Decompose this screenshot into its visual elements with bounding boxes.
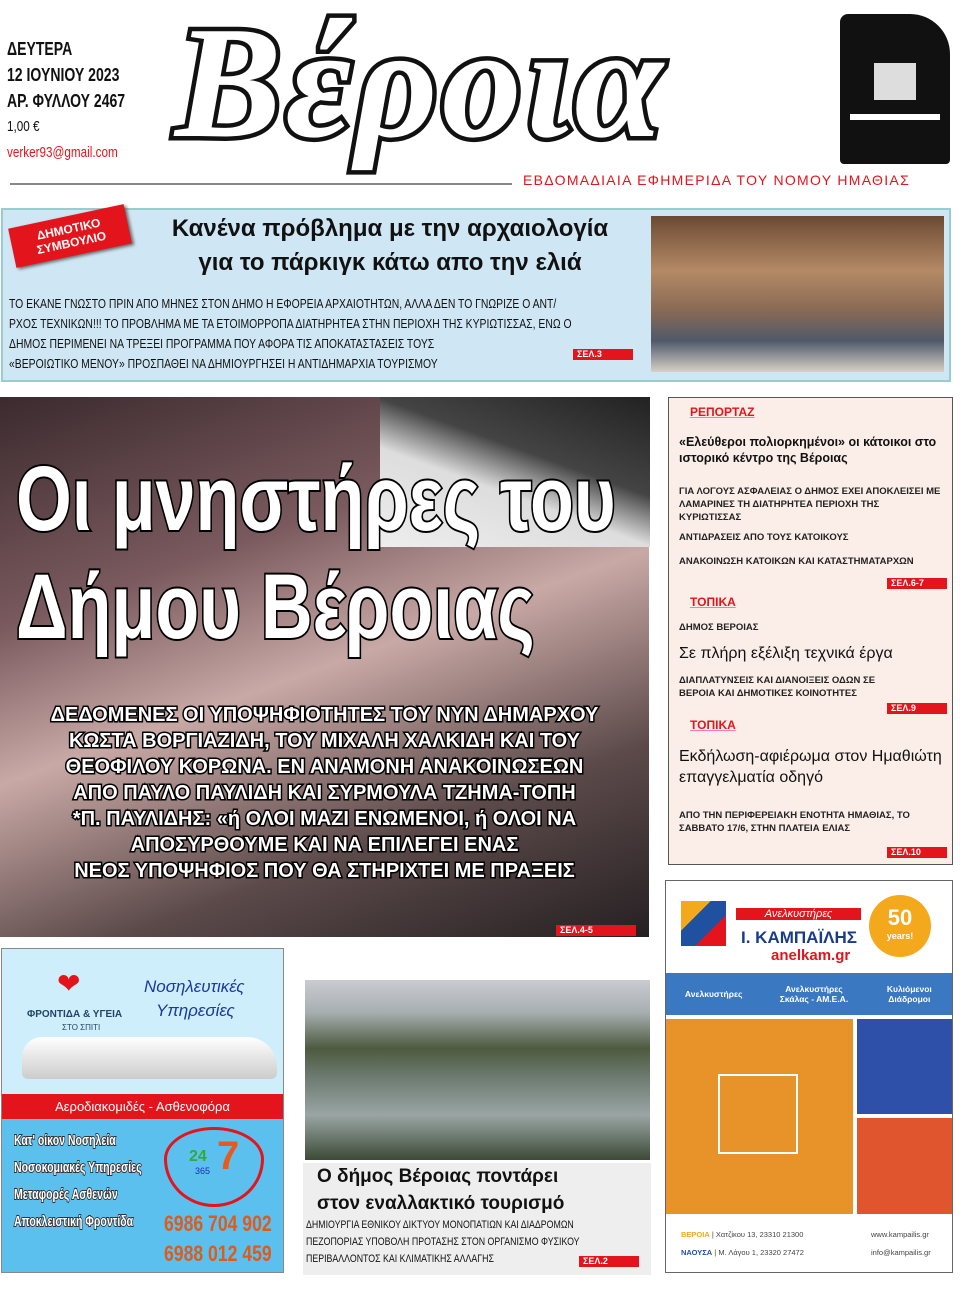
house-balcony bbox=[850, 114, 940, 120]
ad-brand: Ι. ΚΑΜΠΑΪΛΗΣ bbox=[741, 928, 857, 947]
ad-categories: Ανελκυστήρες Ανελκυστήρες Σκάλας - ΑΜ.Ε.Α. Κυλιόμενοι Διάδρομοι bbox=[666, 973, 952, 1015]
section-label: ΤΟΠΙΚΑ bbox=[690, 718, 736, 732]
ad-site[interactable]: anelkam.gr bbox=[771, 947, 851, 964]
page-ref[interactable]: ΣΕΛ.9 bbox=[887, 703, 947, 714]
body-line: ΑΠΟΣΥΡΘΟΥΜΕ ΚΑΙ ΝΑ ΕΠΙΛΕΓΕΙ ΕΝΑΣ bbox=[130, 834, 519, 856]
ad-kicker: Ανελκυστήρες bbox=[736, 908, 861, 920]
summary-line: ΑΝΤΙΔΡΑΣΕΙΣ ΑΠΟ ΤΟΥΣ ΚΑΤΟΙΚΟΥΣ bbox=[679, 532, 849, 543]
cubes-logo-icon bbox=[681, 901, 726, 946]
summary-line: ΑΠΟ ΤΗΝ ΠΕΡΙΦΕΡΕΙΑΚΗ ΕΝΟΤΗΤΑ ΗΜΑΘΙΑΣ, ΤΟ ΣΑΒΒΑΤΟ 17/6, ΣΤΗΝ ΠΛΑΤΕΙΑ ΕΛΙΑΣ bbox=[679, 810, 910, 834]
council-photo bbox=[651, 216, 944, 372]
sidebar-news bbox=[668, 397, 953, 865]
issue-price: 1,00 € bbox=[7, 118, 40, 135]
50-years-badge: 50 years! bbox=[869, 895, 931, 957]
body-line: ΘΕΟΦΙΛΟΥ ΚΟΡΩΝΑ. ΕΝ ΑΝΑΜΟΝΗ ΑΝΑΚΟΙΝΩΣΕΩΝ bbox=[65, 756, 584, 778]
ambulance-image bbox=[22, 1037, 277, 1079]
page-ref[interactable]: ΣΕΛ.3 bbox=[573, 349, 633, 360]
summary-line: ΑΝΑΚΟΙΝΩΣΗ ΚΑΤΟΙΚΩΝ ΚΑΙ ΚΑΤΑΣΤΗΜΑΤΑΡΧΩΝ bbox=[679, 556, 914, 567]
body-line: *Π. ΠΑΥΛΙΔΗΣ: «ή ΟΛΟΙ ΜΑΖΙ ΕΝΩΜΕΝΟΙ, ή ΟΛΟΙ ΝΑ bbox=[72, 808, 577, 830]
top-story-title[interactable] bbox=[135, 212, 645, 280]
title-line: Κανένα πρόβλημα με την αρχαιολογία bbox=[171, 215, 609, 242]
headline: Ο δήμος Βέροιας ποντάρει στον εναλλακτικό τουρισμό bbox=[317, 1166, 565, 1214]
heart-24-7-icon: 24 365 7 bbox=[164, 1127, 264, 1207]
ad-top-panel bbox=[2, 949, 283, 1114]
summary-line: ΔΙΑΠΛΑΤΥΝΣΕΙΣ ΚΑΙ ΔΙΑΝΟΙΞΕΙΣ ΟΔΩΝ ΣΕ ΒΕΡΟΙΑ ΚΑΙ ΔΗΜΟΤΙΚΕΣ ΚΟΙΝΟΤΗΤΕΣ bbox=[679, 675, 876, 699]
section-badge: ΔΗΜΟΤΙΚΟ ΣΥΜΒΟΥΛΙΟ bbox=[8, 204, 132, 268]
body-line: ΚΩΣΤΑ ΒΟΡΓΙΑΖΙΔΗ, ΤΟΥ ΜΙΧΑΛΗ ΧΑΛΚΙΔΗ ΚΑΙ ΤΟΥ bbox=[68, 730, 581, 752]
body-line: ΔΕΔΟΜΕΝΕΣ ΟΙ ΥΠΟΨΗΦΙΟΤΗΤΕΣ ΤΟΥ ΝΥΝ ΔΗΜΑΡΧΟΥ bbox=[50, 704, 599, 726]
header-rule bbox=[10, 183, 512, 185]
page-ref[interactable]: ΣΕΛ.10 bbox=[887, 847, 947, 858]
title-line: για το πάρκιγκ κάτω απο την ελιά bbox=[198, 249, 582, 276]
issue-date: 12 ΙΟΥΝΙΟΥ 2023 bbox=[7, 65, 120, 85]
ad-title: Νοσηλευτικές Υπηρεσίες bbox=[144, 977, 245, 1020]
section-label: ΡΕΠΟΡΤΑΖ bbox=[690, 405, 755, 419]
tourism-body: ΔΗΜΙΟΥΡΓΙΑ ΕΘΝΙΚΟΥ ΔΙΚΤΥΟΥ ΜΟΝΟΠΑΤΙΩΝ ΚΑΙ ΔΙΑΔΡΟΜΩΝ ΠΕΖΟΠΟΡΙΑΣ ΥΠΟΒΟΛΗ ΠΡΟΤΑΣΗΣ ΣΤΟΝ ΟΡΓΑΝΙΣΜΟ ΦΥΣΙΚΟΥ ΠΕΡΙΒΑΛΛΟΝΤΟΣ ΚΑΙ ΚΛΙΜΑΤΙΚΗΣ ΑΛΛΑΓΗΣ bbox=[306, 1219, 580, 1265]
title-line: Δήμου Βέροιας bbox=[16, 556, 535, 658]
elevator-icon bbox=[666, 1019, 853, 1214]
ad-addresses: ΒΕΡΟΙΑ | Χατζίκου 13, 23310 21300 ΝΑΟΥΣΑ | Μ. Λάγου 1, 23320 27472 bbox=[681, 1230, 804, 1257]
section-label: ΤΟΠΙΚΑ bbox=[690, 595, 736, 609]
ad-contacts bbox=[871, 1226, 931, 1262]
ad-brand: ΦΡΟΝΤΙΔΑ & ΥΓΕΙΑ bbox=[27, 1009, 123, 1020]
headline[interactable]: Εκδήλωση-αφιέρωμα στον Ημαθιώτη επαγγελματία οδηγό bbox=[679, 748, 942, 786]
lake-photo bbox=[305, 980, 650, 1160]
body-line: «ΒΕΡΟΙΩΤΙΚΟ ΜΕΝΟΥ» ΠΡΟΣΠΑΘΕΙ ΝΑ ΔΗΜΙΟΥΡΓΗΣΕΙ Η ΑΝΤΙΔΗΜΑΡΧΙΑ ΤΟΥΡΙΣΜΟΥ bbox=[9, 356, 438, 371]
house-window bbox=[870, 59, 920, 104]
email-link[interactable]: info@kampailis.gr bbox=[871, 1248, 931, 1257]
body-line: ΔΗΜΟΣ ΠΕΡΙΜΕΝΕΙ ΝΑ ΤΡΕΞΕΙ ΠΡΟΓΡΑΜΜΑ ΠΟΥ ΑΦΟΡΑ ΤΙΣ ΑΠΟΚΑΤΑΣΤΑΣΕΙΣ ΤΟΥΣ bbox=[9, 336, 435, 351]
ad-services: Κατ' οίκον Νοσηλεία Νοσοκομιακές Υπηρεσίες Μεταφορές Ασθενών Αποκλειστική Φροντίδα bbox=[14, 1132, 142, 1230]
body-line: ΑΠΟ ΠΑΥΛΟ ΠΑΥΛΙΔΗ ΚΑΙ ΣΥΡΜΟΥΛΑ ΤΖΗΜΑ-ΤΟΠΗ bbox=[73, 782, 576, 804]
issue-info bbox=[7, 36, 158, 166]
ad-banner: Αεροδιακομιδές - Ασθενοφόρα bbox=[2, 1094, 283, 1119]
headline[interactable]: «Ελεύθεροι πολιορκημένοι» οι κάτοικοι στο ιστορικό κέντρο της Βέροιας bbox=[679, 435, 937, 465]
page-ref[interactable]: ΣΕΛ.2 bbox=[579, 1256, 639, 1267]
stairlift-icon bbox=[857, 1118, 952, 1214]
title-line: Οι μνηστήρες του bbox=[16, 448, 616, 550]
website-link[interactable]: www.kampailis.gr bbox=[871, 1230, 929, 1239]
ad-home-care[interactable] bbox=[1, 948, 284, 1273]
phone-number[interactable]: 6988 012 459 bbox=[164, 1241, 272, 1266]
heart-house-icon: ❤ bbox=[57, 968, 81, 999]
house-logo-icon bbox=[840, 14, 950, 164]
body-line: ΡΧΟΣ ΤΕΧΝΙΚΩΝ!!! ΤΟ ΠΡΟΒΛΗΜΑ ΜΕ ΤΑ ΕΤΟΙΜΟΡΡΟΠΑ ΔΙΑΤΗΡΗΤΕΑ ΣΤΗΝ ΠΕΡΙΟΧΗ ΤΗΣ ΚΥΡΙΩΤΙΣΣΑΣ, ΕΝΩ Ο bbox=[9, 316, 572, 331]
issue-day: ΔΕΥΤΕΡΑ bbox=[7, 39, 73, 59]
page-ref[interactable]: ΣΕΛ.4-5 bbox=[556, 925, 636, 936]
headline[interactable]: Σε πλήρη εξέλιξη τεχνικά έργα bbox=[679, 645, 893, 662]
body-line: ΤΟ ΕΚΑΝΕ ΓΝΩΣΤΟ ΠΡΙΝ ΑΠΟ ΜΗΝΕΣ ΣΤΟΝ ΔΗΜΟ Η ΕΦΟΡΕΙΑ ΑΡΧΑΙΟΤΗΤΩΝ, ΑΛΛΑ ΔΕΝ ΤΟ ΓΝΩΡΙΖΕ Ο ΑΝΤ/ bbox=[9, 296, 557, 311]
lead-story[interactable] bbox=[0, 397, 649, 937]
top-story[interactable] bbox=[1, 208, 951, 382]
tourism-story[interactable] bbox=[303, 1163, 651, 1275]
summary-line: ΓΙΑ ΛΟΓΟΥΣ ΑΣΦΑΛΕΙΑΣ Ο ΔΗΜΟΣ ΕΧΕΙ ΑΠΟΚΛΕΙΣΕΙ ΜΕ ΛΑΜΑΡΙΝΕΣ ΤΗ ΔΙΑΤΗΡΗΤΕΑ ΠΕΡΙΟΧΗ ΤΗΣ ΚΥΡΙΩΤΙΣΣΑΣ bbox=[679, 486, 941, 523]
ad-phones bbox=[164, 1209, 272, 1269]
body-line: ΝΕΟΣ ΥΠΟΨΗΦΙΟΣ ΠΟΥ ΘΑ ΣΤΗΡΙΧΤΕΙ ΜΕ ΠΡΑΞΕΙΣ bbox=[74, 860, 575, 882]
ad-brand-sub: ΣΤΟ ΣΠΙΤΙ bbox=[62, 1023, 101, 1032]
masthead-logo: Βέροια bbox=[175, 0, 667, 171]
top-story-body bbox=[9, 294, 641, 374]
escalator-icon bbox=[857, 1019, 952, 1114]
lead-title bbox=[16, 445, 616, 661]
contact-email[interactable]: verker93@gmail.com bbox=[7, 144, 118, 161]
page-ref[interactable]: ΣΕΛ.6-7 bbox=[887, 578, 947, 589]
lead-body bbox=[0, 702, 649, 884]
ad-elevators[interactable] bbox=[665, 880, 953, 1273]
kicker: ΔΗΜΟΣ ΒΕΡΟΙΑΣ bbox=[679, 622, 759, 633]
phone-number[interactable]: 6986 704 902 bbox=[164, 1211, 272, 1236]
tagline: ΕΒΔΟΜΑΔΙΑΙΑ ΕΦΗΜΕΡΙΔΑ ΤΟΥ ΝΟΜΟΥ ΗΜΑΘΙΑΣ bbox=[523, 172, 911, 188]
issue-number: ΑΡ. ΦΥΛΛΟΥ 2467 bbox=[7, 91, 126, 111]
